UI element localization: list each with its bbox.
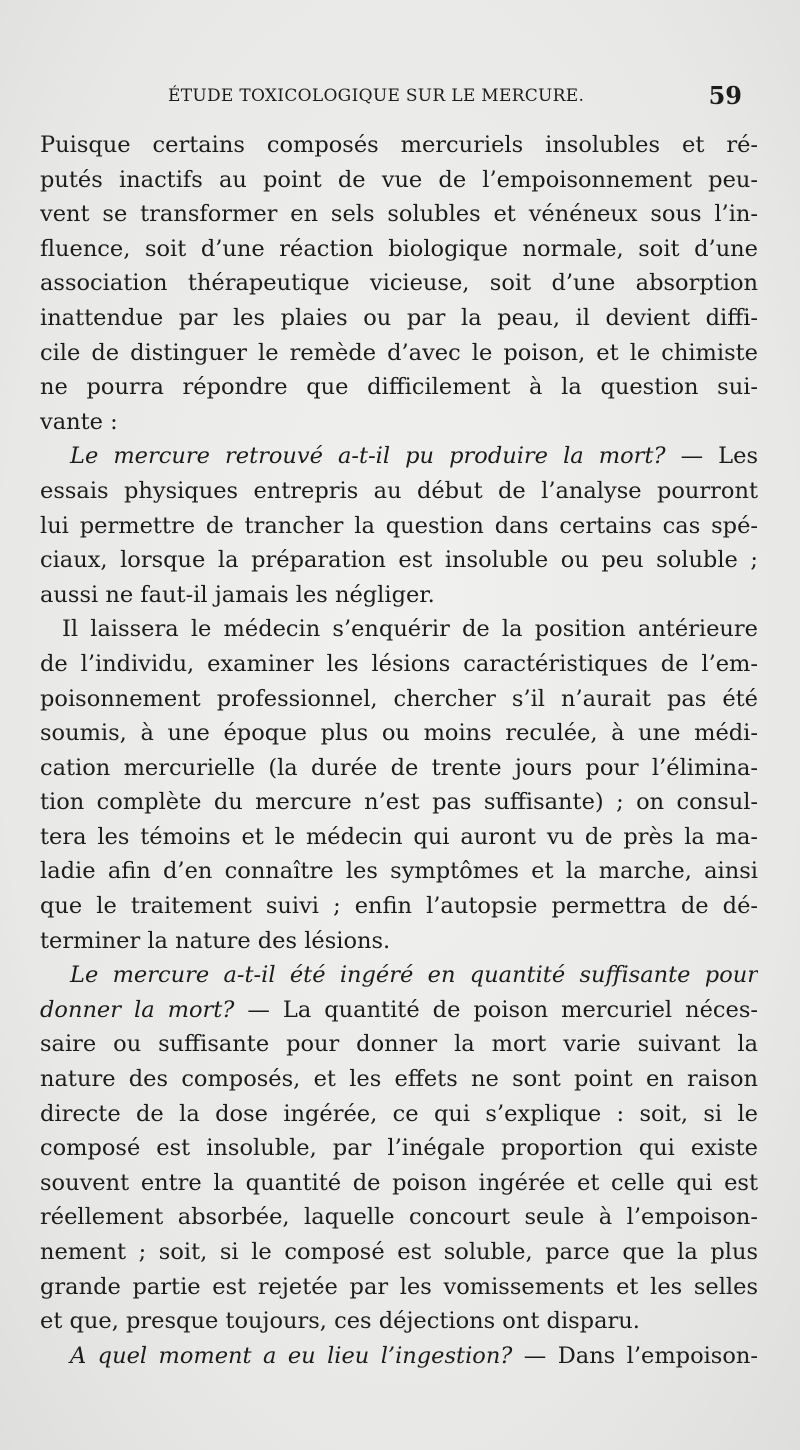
text-line (40, 958, 758, 993)
text-line (40, 163, 758, 198)
text-line (40, 232, 758, 267)
text-line (40, 1270, 758, 1305)
text-line (40, 197, 758, 232)
text-line (40, 647, 758, 682)
text-line (40, 336, 758, 371)
text-line (40, 578, 758, 613)
text-line (40, 439, 758, 474)
text-line (40, 612, 758, 647)
text-segment: aussi ne faut-il jamais les négliger. (40, 581, 435, 608)
text-line (40, 1339, 758, 1374)
text-line (40, 716, 758, 751)
text-line (40, 1304, 758, 1339)
text-segment: cile de distinguer le remède d’avec le poison, et le chimiste (40, 339, 758, 366)
text-segment: — Dans l’empoison- (512, 1342, 758, 1369)
text-segment: soumis, à une époque plus ou moins reculée, à une médi- (40, 720, 758, 747)
text-segment: — Les (665, 443, 758, 470)
text-segment: cation mercurielle (la durée de trente jours pour l’élimina- (40, 754, 758, 781)
text-segment: inattendue par les plaies ou par la peau, il devient diffi- (40, 304, 758, 331)
text-segment: tera les témoins et le médecin qui auront vu de près la ma- (40, 823, 758, 850)
text-segment: de l’individu, examiner les lésions caractéristiques de l’em- (40, 650, 758, 677)
text-segment: terminer la nature des lésions. (40, 927, 391, 954)
text-line (40, 1200, 758, 1235)
text-line (40, 1131, 758, 1166)
italic-heading: Le mercure a-t-il été ingéré en quantité suffisante pour (70, 962, 758, 989)
text-line (40, 1166, 758, 1201)
text-line (40, 924, 758, 959)
text-segment: nement ; soit, si le composé est soluble, parce que la plus (40, 1239, 758, 1265)
running-head (0, 81, 800, 116)
text-segment: souvent entre la quantité de poison ingérée et celle qui est (40, 1169, 758, 1196)
text-line (40, 785, 758, 820)
text-line (40, 128, 758, 163)
text-segment: ladie afin d’en connaître les symptômes et la marche, ainsi (40, 858, 758, 885)
text-line (40, 1097, 758, 1132)
text-segment: que le traitement suivi ; enfin l’autopsie permettra de dé- (40, 893, 758, 920)
text-line (40, 820, 758, 855)
running-head-title: ÉTUDE TOXICOLOGIQUE SUR LE MERCURE. (168, 86, 585, 106)
text-segment: vante : (40, 408, 118, 435)
body-text (40, 128, 758, 1373)
text-line (40, 509, 758, 544)
text-segment: Puisque certains composés mercuriels insolubles et ré- (40, 132, 758, 158)
text-segment: ne pourra répondre que difficilement à la question sui- (40, 374, 758, 401)
text-line (40, 854, 758, 889)
text-line (40, 543, 758, 578)
text-segment: Il laissera le médecin s’enquérir de la position antérieure (62, 616, 758, 643)
text-segment: composé est insoluble, par l’inégale proportion qui existe (40, 1135, 758, 1162)
text-segment: tion complète du mercure n’est pas suffisante) ; on consul- (40, 789, 758, 816)
text-line (40, 266, 758, 301)
text-segment: lui permettre de trancher la question dans certains cas spé- (40, 512, 758, 539)
text-segment: nature des composés, et les effets ne sont point en raison (40, 1066, 758, 1093)
text-segment: ciaux, lorsque la préparation est insoluble ou peu soluble ; (40, 547, 758, 574)
text-line (40, 1062, 758, 1097)
text-line (40, 370, 758, 405)
text-segment: saire ou suffisante pour donner la mort varie suivant la (40, 1031, 758, 1058)
text-line (40, 751, 758, 786)
text-segment: putés inactifs au point de vue de l’empoisonnement peu- (40, 166, 758, 193)
italic-heading: Le mercure retrouvé a-t-il pu produire la mort? (70, 443, 666, 470)
text-segment: poisonnement professionnel, chercher s’il n’aurait pas été (40, 685, 758, 712)
text-line (40, 682, 758, 717)
text-segment: association thérapeutique vicieuse, soit d’une absorption (40, 270, 758, 297)
text-segment: et que, presque toujours, ces déjections ont disparu. (40, 1308, 640, 1335)
text-line (40, 889, 758, 924)
italic-heading: donner la mort? (40, 996, 235, 1023)
text-segment: vent se transformer en sels solubles et vénéneux sous l’in- (40, 201, 758, 228)
text-segment: réellement absorbée, laquelle concourt seule à l’empoison- (40, 1204, 758, 1231)
text-segment: — La quantité de poison mercuriel néces- (234, 996, 758, 1023)
text-line (40, 1027, 758, 1062)
italic-heading: A quel moment a eu lieu l’ingestion? (70, 1342, 513, 1369)
text-segment: grande partie est rejetée par les vomissements et les selles (40, 1273, 758, 1300)
text-line (40, 993, 758, 1028)
page-number: 59 (708, 81, 742, 110)
text-line (40, 405, 758, 440)
text-segment: fluence, soit d’une réaction biologique normale, soit d’une (40, 235, 758, 262)
text-segment: essais physiques entrepris au début de l’analyse pourront (40, 477, 758, 504)
text-segment: directe de la dose ingérée, ce qui s’explique : soit, si le (40, 1100, 758, 1127)
text-line (40, 301, 758, 336)
text-line (40, 474, 758, 509)
text-line (40, 1235, 758, 1270)
